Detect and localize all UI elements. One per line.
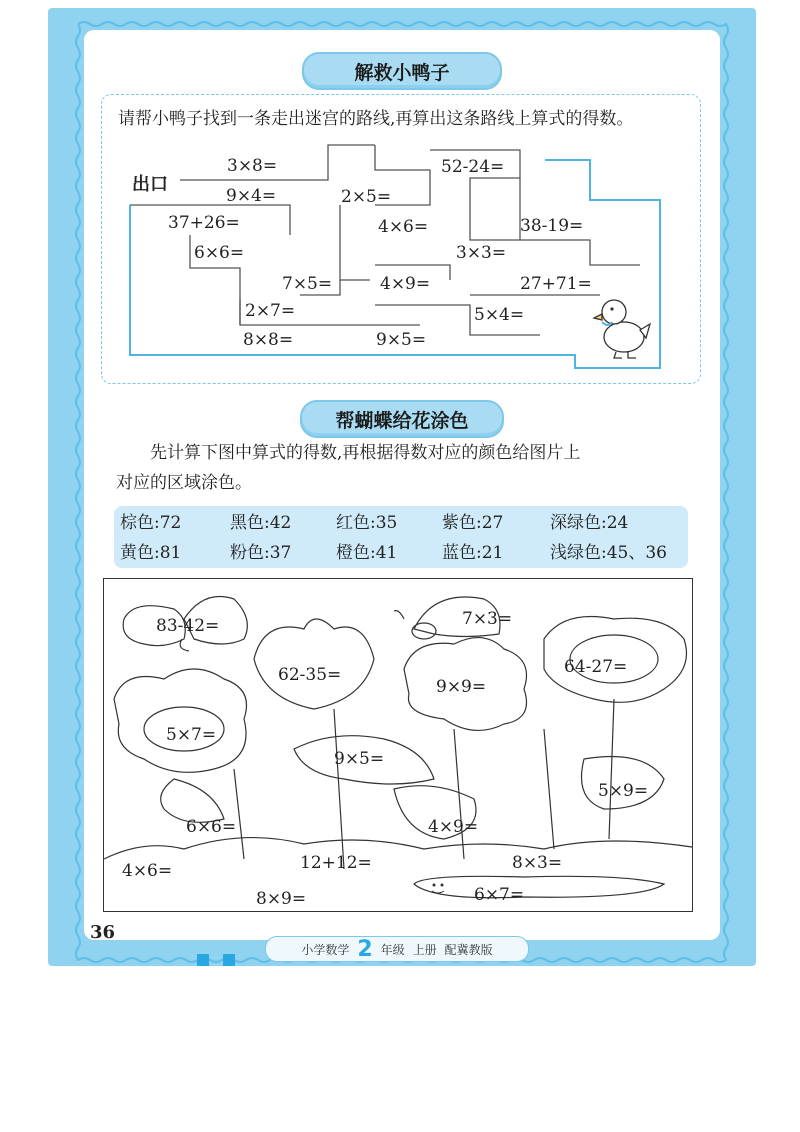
pic-expr-11: 4×6= [122,861,173,881]
coloring-picture [103,578,693,912]
pic-expr-14: 8×9= [256,889,307,909]
legend-item: 浅绿色:45、36 [550,543,667,563]
pic-expr-10: 4×9= [428,817,479,837]
section1-title-text: 解救小鸭子 [354,61,450,84]
footer-grade-suffix: 年级 [380,942,405,957]
maze-expr-10: 7×5= [282,274,333,294]
pic-expr-2: 7×3= [462,609,513,629]
legend-item: 深绿色:24 [550,513,629,533]
maze-expr-6: 52-24= [441,157,505,177]
pic-expr-9: 6×6= [186,817,237,837]
legend-item: 黄色:81 [120,543,182,563]
maze-instruction: 请帮小鸭子找到一条走出迷宫的路线,再算出这条路线上算式的得数。 [118,109,634,129]
maze-expr-8: 38-19= [520,216,584,236]
maze-expr-12: 27+71= [520,274,592,294]
maze-expr-4: 6×6= [194,243,245,263]
footer-subject: 小学数学 [301,942,350,957]
legend-row-1 [114,508,688,538]
maze-expr-14: 5×4= [474,305,525,325]
page-number: 36 [90,922,116,943]
legend-item: 黑色:42 [230,513,292,533]
pic-expr-12: 12+12= [300,853,372,873]
legend-item: 橙色:41 [336,543,398,563]
pic-expr-8: 5×9= [598,781,649,801]
duck-icon [592,292,652,362]
maze-expr-2: 9×4= [226,186,277,206]
maze-expr-1: 3×8= [227,156,278,176]
maze-expr-3: 37+26= [168,213,240,233]
maze-expr-9: 3×3= [456,243,507,263]
maze-expr-16: 9×5= [376,330,427,350]
footer-grade-number: 2 [357,936,373,962]
maze-expr-13: 2×7= [245,301,296,321]
maze-expr-15: 8×8= [243,330,294,350]
pic-expr-6: 5×7= [166,725,217,745]
maze-expr-5: 2×5= [341,187,392,207]
intro-line-2: 对应的区域涂色。 [116,473,252,493]
legend-item: 紫色:27 [442,513,504,533]
legend-item: 蓝色:21 [442,543,504,563]
section2-intro [116,438,706,498]
pic-expr-4: 9×9= [436,677,487,697]
legend-item: 棕色:72 [120,513,182,533]
pic-expr-13: 8×3= [512,853,563,873]
legend-item: 粉色:37 [230,543,292,563]
tab-marker [197,954,209,966]
legend-item: 红色:35 [336,513,398,533]
legend-row-2 [114,538,688,568]
pic-expr-5: 64-27= [564,657,628,677]
intro-line-1: 先计算下图中算式的得数,再根据得数对应的颜色给图片上 [150,443,581,463]
pic-expr-1: 83-42= [156,616,220,636]
pic-expr-7: 9×5= [334,749,385,769]
footer-term: 上册 [412,942,437,957]
color-legend [114,506,688,568]
maze-expr-11: 4×9= [380,274,431,294]
maze-exit-label: 出口 [132,174,168,195]
section2-title [300,400,504,438]
maze-expr-7: 4×6= [378,217,429,237]
section2-title-text: 帮蝴蝶给花涂色 [335,409,469,432]
tab-marker [223,954,235,966]
footer-edition: 配冀教版 [444,942,493,957]
footer-banner [265,936,529,962]
pic-expr-3: 62-35= [278,665,342,685]
pic-expr-15: 6×7= [474,885,525,905]
